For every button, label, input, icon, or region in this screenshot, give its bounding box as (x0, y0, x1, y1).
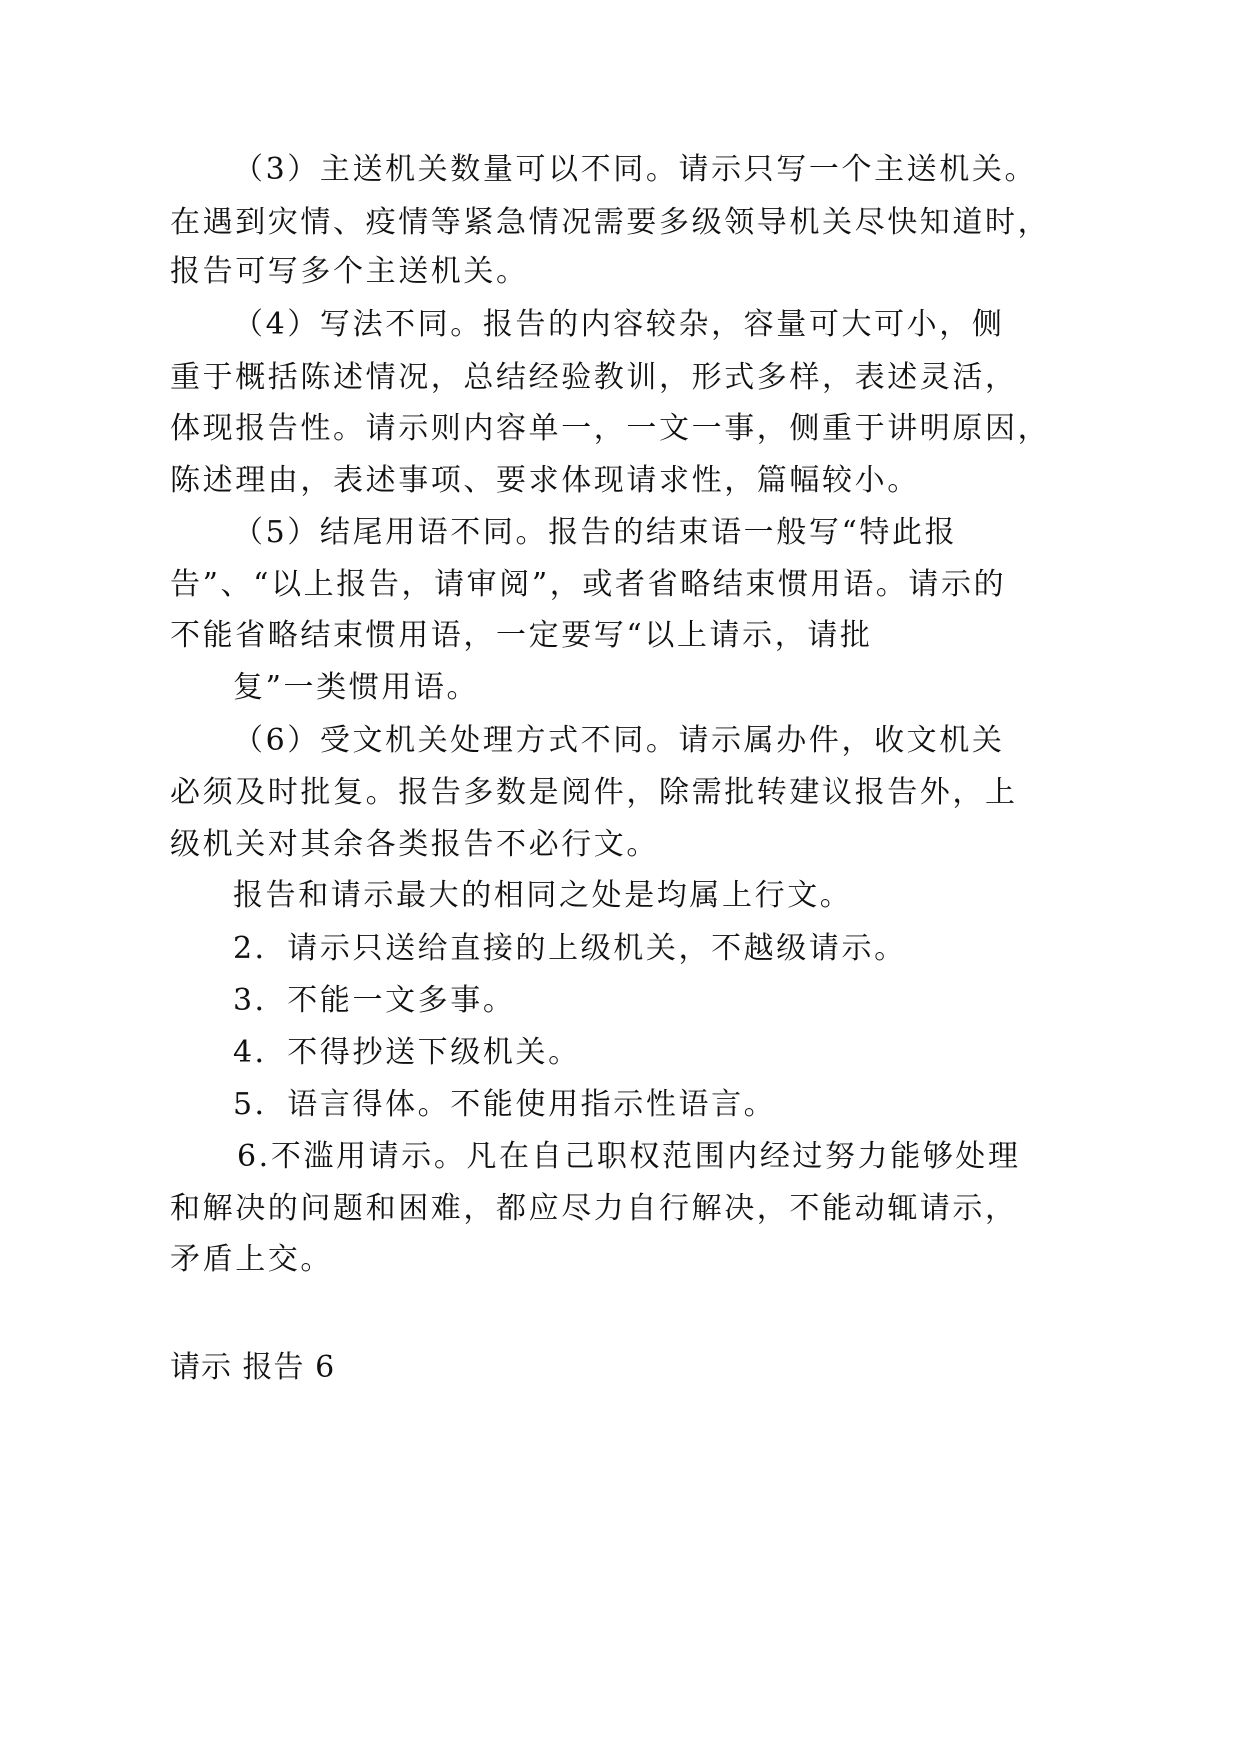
text-line: 必须及时批复。报告多数是阅件，除需批转建议报告外，上 (170, 775, 1018, 810)
text-line: 报告可写多个主送机关。 (170, 254, 529, 289)
text-line: 体现报告性。请示则内容单一，一文一事，侧重于讲明原因， (170, 411, 1051, 446)
text-line: 重于概括陈述情况，总结经验教训，形式多样，表述灵活， (170, 360, 1018, 395)
text-line: 陈述理由，表述事项、要求体现请求性，篇幅较小。 (170, 463, 920, 498)
text-line: 告”、“以上报告，请审阅”，或者省略结束惯用语。请示的 (170, 567, 1007, 602)
text-line: 在遇到灾情、疫情等紧急情况需要多级领导机关尽快知道时， (170, 205, 1051, 240)
text-line: （5）结尾用语不同。报告的结束语一般写“特此报 (233, 515, 958, 550)
rule-item: 2．请示只送给直接的上级机关，不越级请示。 (233, 931, 907, 966)
summary-line: 报告和请示最大的相同之处是均属上行文。 (233, 878, 853, 913)
text-line: 级机关对其余各类报告不必行文。 (170, 827, 659, 862)
page-footer: 请示 报告 6 (170, 1350, 336, 1385)
text-line: （3）主送机关数量可以不同。请示只写一个主送机关。 (233, 152, 1038, 187)
text-line: 矛盾上交。 (170, 1242, 333, 1277)
text-line: （6）受文机关处理方式不同。请示属办件，收文机关 (233, 723, 1005, 758)
rule-item: 4．不得抄送下级机关。 (233, 1035, 581, 1070)
text-line: 不能省略结束惯用语，一定要写“以上请示，请批 (170, 618, 873, 653)
text-line: 复”一类惯用语。 (233, 670, 480, 705)
rule-item: 5．语言得体。不能使用指示性语言。 (233, 1087, 777, 1122)
rule-item: 3．不能一文多事。 (233, 983, 516, 1018)
text-line: 和解决的问题和困难，都应尽力自行解决，不能动辄请示， (170, 1191, 1018, 1226)
text-line: 6.不滥用请示。凡在自己职权范围内经过努力能够处理 (237, 1139, 1021, 1174)
text-line: （4）写法不同。报告的内容较杂，容量可大可小，侧 (233, 307, 1005, 342)
